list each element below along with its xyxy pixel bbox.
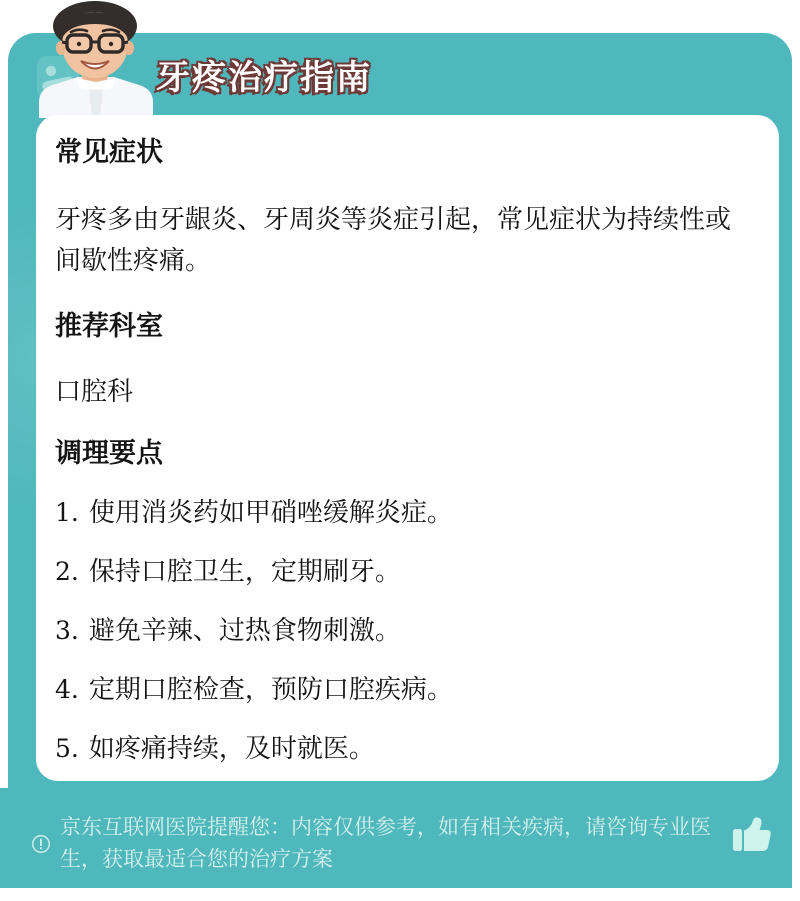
- list-item-text: 避免辛辣、过热食物刺激。: [88, 615, 401, 645]
- section-heading-symptoms: 常见症状: [55, 137, 163, 167]
- page-title: 牙疼治疗指南: [156, 59, 372, 97]
- list-item-number: 2.: [55, 557, 79, 586]
- list-item: [55, 494, 755, 531]
- list-item-number: 4.: [55, 675, 79, 704]
- list-item-number: 5.: [55, 734, 79, 763]
- disclaimer-text: 京东互联网医院提醒您：内容仅供参考，如有相关疾病，请咨询专业医生，获取最适合您的治疗方案: [60, 816, 711, 871]
- list-item: [55, 730, 755, 767]
- tips-list: [55, 494, 755, 767]
- list-item-number: 1.: [55, 498, 79, 527]
- content-card: [36, 115, 779, 781]
- thumbs-up-icon[interactable]: [730, 816, 774, 859]
- alert-circle-icon: [30, 834, 52, 854]
- list-item-text: 如疼痛持续，及时就医。: [88, 733, 375, 763]
- list-item-number: 3.: [55, 616, 79, 645]
- list-item-text: 定期口腔检查，预防口腔疾病。: [88, 674, 453, 704]
- list-item: [55, 612, 755, 649]
- disclaimer: [30, 812, 774, 876]
- list-item-text: 使用消炎药如甲硝唑缓解炎症。: [88, 497, 453, 527]
- list-item: [55, 671, 755, 708]
- list-item-text: 保持口腔卫生，定期刷牙。: [88, 556, 401, 586]
- department-text: 口腔科: [55, 376, 134, 406]
- symptoms-text: 牙疼多由牙龈炎、牙周炎等炎症引起，常见症状为持续性或间歇性疼痛。: [55, 204, 732, 275]
- section-heading-tips: 调理要点: [55, 438, 163, 468]
- doctor-avatar: [14, 0, 164, 118]
- list-item: [55, 553, 755, 590]
- section-heading-department: 推荐科室: [55, 311, 163, 341]
